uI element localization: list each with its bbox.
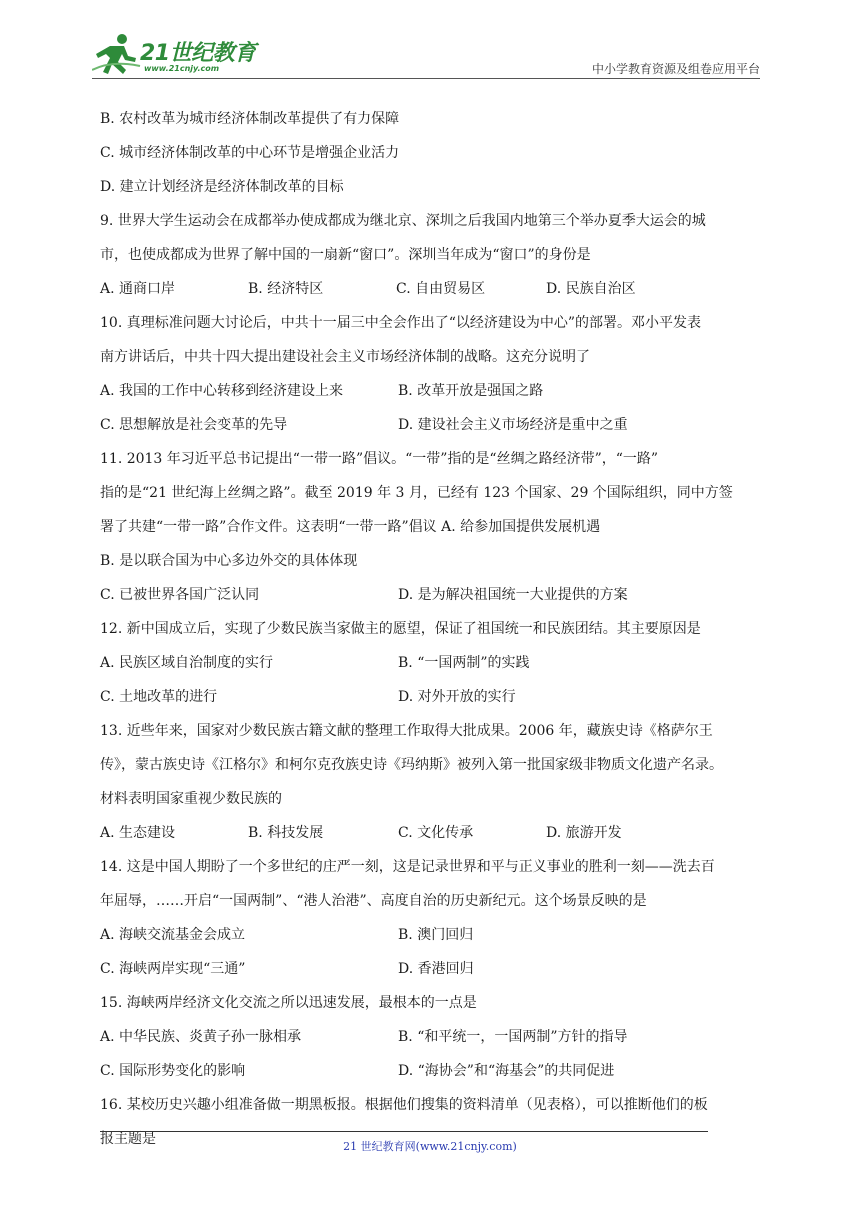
question-16-text: 报主题是	[100, 1131, 156, 1147]
question-9-options	[100, 272, 768, 306]
option-d: D. 建设社会主义市场经济是重中之重	[398, 417, 628, 433]
page-footer[interactable]: 21 世纪教育网(www.21cnjy.com)	[343, 1140, 517, 1153]
question-12-options	[100, 646, 768, 680]
option-line: C. 城市经济体制改革的中心环节是增强企业活力	[100, 145, 400, 161]
question-10-text: 10. 真理标准问题大讨论后，中共十一届三中全会作出了“以经济建设为中心”的部署。邓小平发表	[100, 315, 702, 331]
question-13-text: 13. 近些年来，国家对少数民族古籍文献的整理工作取得大批成果。2006 年，藏族史诗《格萨尔王	[100, 723, 713, 739]
logo-text: 21世纪教育	[140, 41, 256, 66]
option-d: D. 对外开放的实行	[398, 689, 516, 705]
option-b: B. 是以联合国为中心多边外交的具体体现	[100, 553, 358, 569]
option-a: A. 中华民族、炎黄子孙一脉相承	[100, 1029, 302, 1045]
question-15-options	[100, 1054, 768, 1088]
question-14-text: 年屈辱，……开启“一国两制”、“港人治港”、高度自治的历史新纪元。这个场景反映的是	[100, 893, 647, 909]
option-c: C. 海峡两岸实现“三通”	[100, 961, 246, 977]
option-b: B. “和平统一，一国两制”方针的指导	[398, 1029, 628, 1045]
option-c: C. 土地改革的进行	[100, 689, 218, 705]
question-14-text: 14. 这是中国人期盼了一个多世纪的庄严一刻，这是记录世界和平与正义事业的胜利一刻——洗去百	[100, 859, 715, 875]
question-11-text: 指的是“21 世纪海上丝绸之路”。截至 2019 年 3 月，已经有 123 个国家、29 个国际组织，同中方签	[100, 485, 733, 501]
question-14-options	[100, 952, 768, 986]
footer-divider	[100, 1131, 708, 1132]
option-a: A. 海峡交流基金会成立	[100, 927, 246, 943]
option-c: C. 国际形势变化的影响	[100, 1063, 246, 1079]
question-16-text: 16. 某校历史兴趣小组准备做一期黑板报。根据他们搜集的资料清单（见表格），可以推断他们的板	[100, 1097, 708, 1113]
runner-logo-icon	[92, 30, 142, 78]
question-11-options	[100, 578, 768, 612]
option-a: A. 我国的工作中心转移到经济建设上来	[100, 383, 344, 399]
option-b: B. 澳门回归	[398, 927, 474, 943]
option-d: D. 香港回归	[398, 961, 474, 977]
logo-url: www.21cnjy.com	[144, 64, 220, 73]
option-line: B. 农村改革为城市经济体制改革提供了有力保障	[100, 111, 400, 127]
option-b: B. 经济特区	[248, 281, 324, 297]
platform-name: 中小学教育资源及组卷应用平台	[591, 62, 760, 76]
option-d: D. “海协会”和“海基会”的共同促进	[398, 1063, 615, 1079]
option-a: A. 生态建设	[100, 825, 176, 841]
question-9-text: 市，也使成都成为世界了解中国的一扇新“窗口”。深圳当年成为“窗口”的身份是	[100, 247, 591, 263]
question-11-text: 署了共建“一带一路”合作文件。这表明“一带一路”倡议 A. 给参加国提供发展机遇	[100, 519, 601, 535]
header-divider	[92, 78, 760, 79]
question-11-text: 11. 2013 年习近平总书记提出“一带一路”倡议。“一带”指的是“丝绸之路经济带”，“一路”	[100, 451, 659, 467]
page-header	[92, 30, 760, 80]
question-13-options	[100, 816, 768, 850]
question-10-options	[100, 374, 768, 408]
option-c: C. 思想解放是社会变革的先导	[100, 417, 288, 433]
option-b: B. 科技发展	[248, 825, 324, 841]
exam-content	[100, 102, 768, 1156]
option-c: C. 自由贸易区	[396, 281, 486, 297]
question-15-text: 15. 海峡两岸经济文化交流之所以迅速发展，最根本的一点是	[100, 995, 477, 1011]
question-12-text: 12. 新中国成立后，实现了少数民族当家做主的愿望，保证了祖国统一和民族团结。其主要原因是	[100, 621, 701, 637]
option-line: D. 建立计划经济是经济体制改革的目标	[100, 179, 344, 195]
site-logo[interactable]	[92, 30, 262, 78]
option-a: A. 通商口岸	[100, 281, 176, 297]
option-b: B. 改革开放是强国之路	[398, 383, 544, 399]
question-13-text: 材料表明国家重视少数民族的	[100, 791, 282, 807]
question-13-text: 传》，蒙古族史诗《江格尔》和柯尔克孜族史诗《玛纳斯》被列入第一批国家级非物质文化遗产名录。	[100, 757, 723, 773]
option-a: A. 民族区域自治制度的实行	[100, 655, 274, 671]
question-9-text: 9. 世界大学生运动会在成都举办使成都成为继北京、深圳之后我国内地第三个举办夏季大运会的城	[100, 213, 706, 229]
question-10-options	[100, 408, 768, 442]
option-d: D. 旅游开发	[546, 825, 622, 841]
question-14-options	[100, 918, 768, 952]
question-12-options	[100, 680, 768, 714]
option-d: D. 是为解决祖国统一大业提供的方案	[398, 587, 628, 603]
option-c: C. 文化传承	[398, 825, 474, 841]
option-d: D. 民族自治区	[546, 281, 636, 297]
question-10-text: 南方讲话后，中共十四大提出建设社会主义市场经济体制的战略。这充分说明了	[100, 349, 590, 365]
option-c: C. 已被世界各国广泛认同	[100, 587, 260, 603]
option-b: B. “一国两制”的实践	[398, 655, 530, 671]
question-15-options	[100, 1020, 768, 1054]
